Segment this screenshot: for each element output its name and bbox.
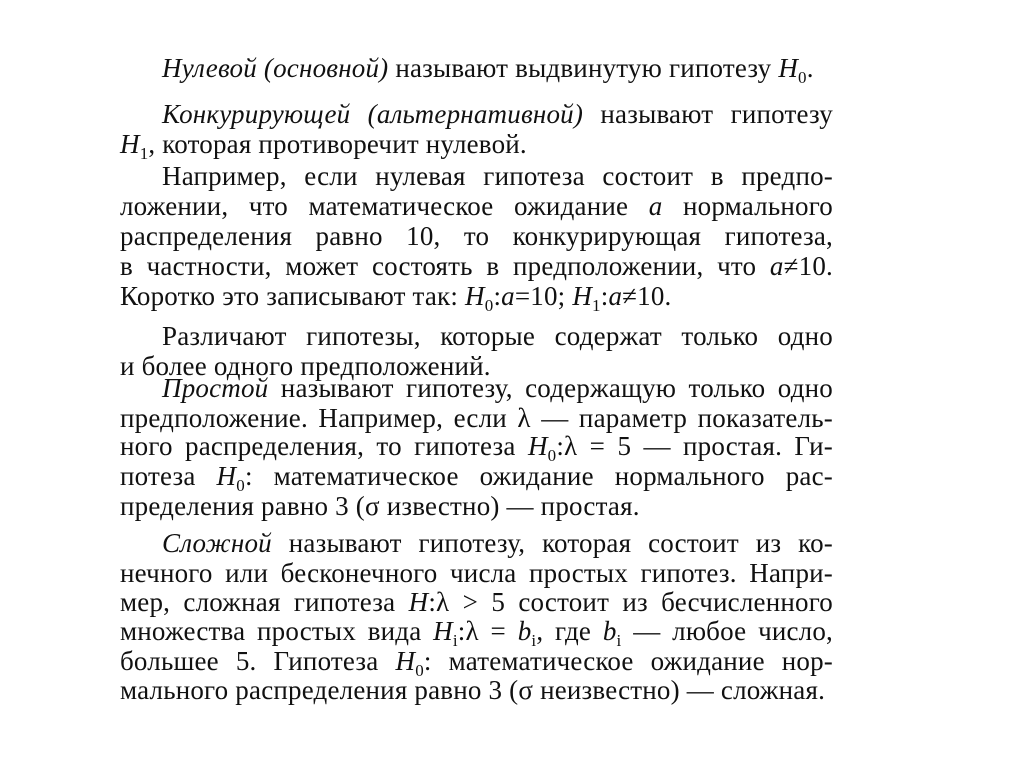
italic-text: a [501,281,515,311]
subscript: 1 [139,144,149,163]
text-run: называют гипотезу, которая состоит из ко- [271,528,833,558]
text-run: нормального [662,191,834,221]
text-run: , где [536,616,603,646]
text-run: называют гипотезу [583,99,833,129]
italic-text: b [517,616,532,646]
text-run: в частности, может состоять в предположении, что [120,251,770,281]
subscript: 0 [236,476,245,495]
text-run: — любое число, [621,616,834,646]
text-line [162,52,814,94]
text-run: называют выдвинутую гипотезу [388,53,779,83]
text-run: ≠10. [622,281,672,311]
text-line [120,674,833,706]
subscript: i [616,631,622,650]
text-run: . [806,53,814,83]
text-line [162,160,833,192]
text-run: потеза [120,461,217,491]
text-run: :λ = 5 — простая. Ги- [556,431,833,461]
text-run: :λ = [457,616,518,646]
italic-text: a [648,191,663,221]
text-run: ного распределения, то гипотеза [120,431,528,461]
text-line [162,372,833,404]
text-line [120,280,833,322]
text-run: большее 5. Гипотеза [120,646,396,676]
italic-text: a [608,281,623,311]
subscript: 1 [592,296,601,315]
italic-text: Простой [162,373,269,403]
text-run: и более одного предположений. [120,351,491,381]
text-run: пределения равно 3 (σ известно) — простая. [120,491,640,521]
text-run: распределения равно 10, то конкурирующая гипотеза, [120,221,833,251]
text-line [120,190,833,222]
text-line [120,586,833,618]
text-line [162,527,833,559]
italic-text: Конкурирующей (альтернативной) [162,99,584,129]
italic-text: H [778,53,799,83]
italic-text: H [465,281,485,311]
italic-text: a [769,251,784,281]
text-run: Различают гипотезы, которые содержат только одно [162,321,833,351]
text-run: Коротко это записывают так: [120,281,466,311]
subscript: 0 [415,661,424,680]
text-run: :λ > 5 состоит из бесчисленного [428,587,833,617]
italic-text: H [572,281,593,311]
subscript: 0 [484,296,494,315]
text-line [120,220,833,252]
italic-text: b [602,616,617,646]
italic-text: H [408,587,429,617]
text-run: нечного или бесконечного числа простых гипотез. Напри- [120,558,833,588]
italic-text: Нулевой (основной) [162,53,389,83]
text-run: : [493,281,502,311]
italic-text: H [433,616,453,646]
text-run: предположение. Например, если λ — параметр показатель- [120,403,833,433]
text-run: множества простых вида [120,616,434,646]
text-run: мер, сложная гипотеза [120,587,409,617]
text-run: ложении, что математическое ожидание [120,191,649,221]
italic-text: H [216,461,237,491]
text-run: : [600,281,609,311]
subscript: 0 [547,446,557,465]
text-run: , которая противоречит нулевой. [148,129,527,159]
text-run: =10; [514,281,573,311]
text-run: ≠10. [783,251,833,281]
italic-text: H [527,431,548,461]
text-line [120,490,833,522]
italic-text: Сложной [162,528,272,558]
italic-text: H [120,129,140,159]
text-line [120,250,833,282]
subscript: i [531,631,537,650]
text-line [162,320,833,352]
text-line [162,98,833,130]
text-run: : математическое ожидание нор- [423,646,833,676]
subscript: 0 [798,68,807,87]
text-line [120,557,833,589]
text-run: называют гипотезу, содержащую только одно [268,373,833,403]
text-run: : математическое ожидание нормального рас- [244,461,833,491]
italic-text: H [395,646,416,676]
text-run: Например, если нулевая гипотеза состоит в предпо- [162,161,833,191]
subscript: i [452,631,458,650]
text-run: мального распределения равно 3 (σ неизвестно) — сложная. [120,675,826,705]
